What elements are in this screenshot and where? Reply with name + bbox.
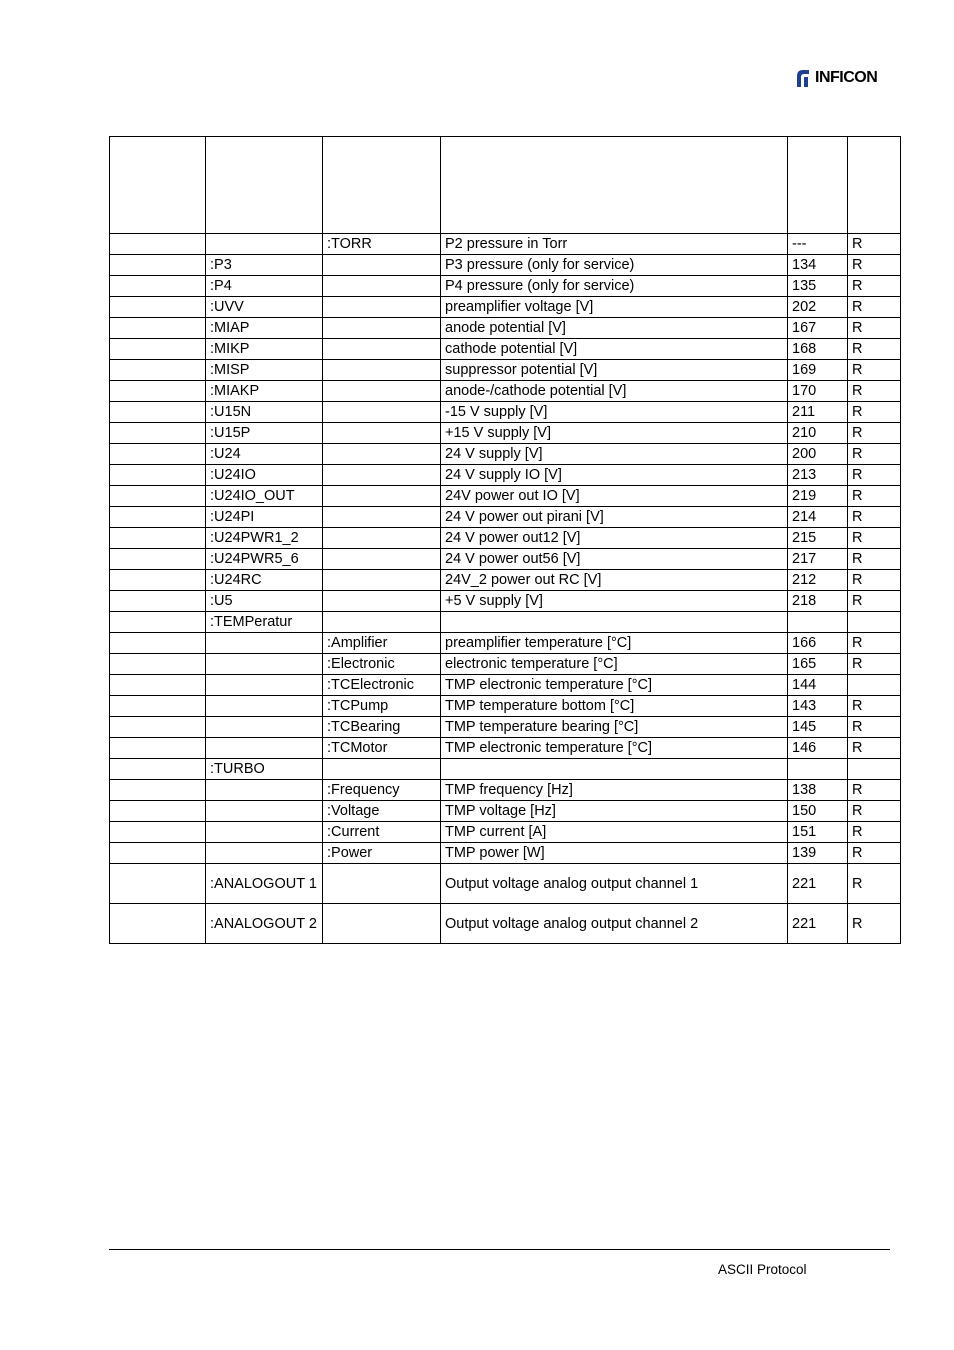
access-cell: R bbox=[848, 904, 901, 944]
access-cell: R bbox=[848, 549, 901, 570]
header-cell bbox=[110, 137, 206, 234]
access-cell: R bbox=[848, 381, 901, 402]
level2-cell: :U24IO_OUT bbox=[206, 486, 323, 507]
header-cell bbox=[788, 137, 848, 234]
level1-cell bbox=[110, 612, 206, 633]
level1-cell bbox=[110, 759, 206, 780]
access-cell: R bbox=[848, 780, 901, 801]
level2-cell: :ANALOGOUT 2 bbox=[206, 904, 323, 944]
description-cell: TMP frequency [Hz] bbox=[441, 780, 788, 801]
id-cell: 135 bbox=[788, 276, 848, 297]
id-cell: 143 bbox=[788, 696, 848, 717]
level3-cell bbox=[323, 423, 441, 444]
level1-cell bbox=[110, 528, 206, 549]
level1-cell bbox=[110, 297, 206, 318]
level1-cell bbox=[110, 444, 206, 465]
level2-cell bbox=[206, 780, 323, 801]
level3-cell: :TCPump bbox=[323, 696, 441, 717]
level1-cell bbox=[110, 591, 206, 612]
level3-cell bbox=[323, 486, 441, 507]
level1-cell bbox=[110, 381, 206, 402]
id-cell: 168 bbox=[788, 339, 848, 360]
access-cell: R bbox=[848, 318, 901, 339]
id-cell: 215 bbox=[788, 528, 848, 549]
access-cell: R bbox=[848, 255, 901, 276]
access-cell: R bbox=[848, 444, 901, 465]
level1-cell bbox=[110, 904, 206, 944]
level2-cell: :U15P bbox=[206, 423, 323, 444]
level2-cell: :U24PWR5_6 bbox=[206, 549, 323, 570]
description-cell: TMP electronic temperature [°C] bbox=[441, 675, 788, 696]
level2-cell: :P4 bbox=[206, 276, 323, 297]
level1-cell bbox=[110, 255, 206, 276]
level1-cell bbox=[110, 738, 206, 759]
level3-cell: :Frequency bbox=[323, 780, 441, 801]
access-cell: R bbox=[848, 276, 901, 297]
id-cell: 138 bbox=[788, 780, 848, 801]
table-row bbox=[110, 904, 901, 944]
access-cell bbox=[848, 612, 901, 633]
level1-cell bbox=[110, 654, 206, 675]
id-cell: 213 bbox=[788, 465, 848, 486]
id-cell bbox=[788, 612, 848, 633]
table-row bbox=[110, 465, 901, 486]
footer-title: ASCII Protocol bbox=[718, 1262, 807, 1277]
table-row bbox=[110, 549, 901, 570]
description-cell bbox=[441, 759, 788, 780]
level3-cell bbox=[323, 591, 441, 612]
level2-cell bbox=[206, 633, 323, 654]
level2-cell bbox=[206, 717, 323, 738]
id-cell: 211 bbox=[788, 402, 848, 423]
description-cell: Output voltage analog output channel 2 bbox=[441, 904, 788, 944]
level1-cell bbox=[110, 234, 206, 255]
access-cell: R bbox=[848, 297, 901, 318]
inficon-logo-icon bbox=[795, 68, 813, 88]
table-row bbox=[110, 801, 901, 822]
id-cell: 151 bbox=[788, 822, 848, 843]
level2-cell: :MIKP bbox=[206, 339, 323, 360]
level2-cell: :U24PWR1_2 bbox=[206, 528, 323, 549]
table-header-row bbox=[110, 137, 901, 234]
level1-cell bbox=[110, 675, 206, 696]
level1-cell bbox=[110, 822, 206, 843]
level2-cell bbox=[206, 822, 323, 843]
description-cell: P2 pressure in Torr bbox=[441, 234, 788, 255]
level2-cell bbox=[206, 738, 323, 759]
table-row bbox=[110, 528, 901, 549]
access-cell: R bbox=[848, 864, 901, 904]
description-cell: TMP electronic temperature [°C] bbox=[441, 738, 788, 759]
id-cell: 146 bbox=[788, 738, 848, 759]
level2-cell bbox=[206, 843, 323, 864]
inficon-logo bbox=[795, 66, 877, 90]
level2-cell: :U24PI bbox=[206, 507, 323, 528]
level1-cell bbox=[110, 276, 206, 297]
level2-cell: :MISP bbox=[206, 360, 323, 381]
level2-cell: :UVV bbox=[206, 297, 323, 318]
description-cell: TMP temperature bottom [°C] bbox=[441, 696, 788, 717]
id-cell: 145 bbox=[788, 717, 848, 738]
description-cell: P3 pressure (only for service) bbox=[441, 255, 788, 276]
level2-cell bbox=[206, 654, 323, 675]
access-cell: R bbox=[848, 717, 901, 738]
level3-cell bbox=[323, 549, 441, 570]
access-cell: R bbox=[848, 360, 901, 381]
table-row bbox=[110, 843, 901, 864]
id-cell: 169 bbox=[788, 360, 848, 381]
table-row bbox=[110, 276, 901, 297]
level3-cell bbox=[323, 402, 441, 423]
description-cell: +15 V supply [V] bbox=[441, 423, 788, 444]
id-cell: 200 bbox=[788, 444, 848, 465]
id-cell: 170 bbox=[788, 381, 848, 402]
header-cell bbox=[441, 137, 788, 234]
level3-cell: :Amplifier bbox=[323, 633, 441, 654]
table-row bbox=[110, 318, 901, 339]
level3-cell bbox=[323, 465, 441, 486]
level3-cell bbox=[323, 360, 441, 381]
logo-text: INFICON bbox=[815, 69, 878, 86]
table-row bbox=[110, 234, 901, 255]
description-cell: preamplifier voltage [V] bbox=[441, 297, 788, 318]
table-row bbox=[110, 381, 901, 402]
level1-cell bbox=[110, 570, 206, 591]
table-row bbox=[110, 633, 901, 654]
command-table bbox=[109, 136, 901, 944]
description-cell bbox=[441, 612, 788, 633]
id-cell bbox=[788, 759, 848, 780]
description-cell: TMP temperature bearing [°C] bbox=[441, 717, 788, 738]
header-cell bbox=[848, 137, 901, 234]
description-cell: 24V power out IO [V] bbox=[441, 486, 788, 507]
description-cell: anode potential [V] bbox=[441, 318, 788, 339]
level1-cell bbox=[110, 507, 206, 528]
access-cell: R bbox=[848, 654, 901, 675]
level2-cell: :MIAP bbox=[206, 318, 323, 339]
access-cell: R bbox=[848, 234, 901, 255]
access-cell: R bbox=[848, 591, 901, 612]
id-cell: 202 bbox=[788, 297, 848, 318]
level1-cell bbox=[110, 402, 206, 423]
description-cell: TMP power [W] bbox=[441, 843, 788, 864]
table-row bbox=[110, 822, 901, 843]
access-cell: R bbox=[848, 402, 901, 423]
access-cell: R bbox=[848, 528, 901, 549]
level2-cell: :U5 bbox=[206, 591, 323, 612]
level1-cell bbox=[110, 696, 206, 717]
id-cell: 210 bbox=[788, 423, 848, 444]
table-row bbox=[110, 507, 901, 528]
description-cell: suppressor potential [V] bbox=[441, 360, 788, 381]
id-cell: 217 bbox=[788, 549, 848, 570]
level2-cell: :U15N bbox=[206, 402, 323, 423]
command-table-body bbox=[110, 137, 901, 944]
level1-cell bbox=[110, 717, 206, 738]
level3-cell bbox=[323, 507, 441, 528]
description-cell: -15 V supply [V] bbox=[441, 402, 788, 423]
table-row bbox=[110, 360, 901, 381]
table-row bbox=[110, 675, 901, 696]
level1-cell bbox=[110, 423, 206, 444]
table-row bbox=[110, 423, 901, 444]
access-cell bbox=[848, 759, 901, 780]
level3-cell bbox=[323, 318, 441, 339]
level3-cell bbox=[323, 528, 441, 549]
description-cell: 24 V supply IO [V] bbox=[441, 465, 788, 486]
table-row bbox=[110, 738, 901, 759]
description-cell: 24V_2 power out RC [V] bbox=[441, 570, 788, 591]
level1-cell bbox=[110, 465, 206, 486]
level3-cell: :TCElectronic bbox=[323, 675, 441, 696]
id-cell: 214 bbox=[788, 507, 848, 528]
header-cell bbox=[323, 137, 441, 234]
level3-cell: :TCBearing bbox=[323, 717, 441, 738]
table-row bbox=[110, 759, 901, 780]
level3-cell: :Electronic bbox=[323, 654, 441, 675]
table-row bbox=[110, 570, 901, 591]
id-cell: 212 bbox=[788, 570, 848, 591]
table-row bbox=[110, 402, 901, 423]
description-cell: Output voltage analog output channel 1 bbox=[441, 864, 788, 904]
level3-cell bbox=[323, 444, 441, 465]
description-cell: TMP current [A] bbox=[441, 822, 788, 843]
description-cell: cathode potential [V] bbox=[441, 339, 788, 360]
id-cell: 219 bbox=[788, 486, 848, 507]
table-row bbox=[110, 444, 901, 465]
description-cell: TMP voltage [Hz] bbox=[441, 801, 788, 822]
level1-cell bbox=[110, 633, 206, 654]
table-row bbox=[110, 486, 901, 507]
level1-cell bbox=[110, 339, 206, 360]
level3-cell bbox=[323, 864, 441, 904]
id-cell: 221 bbox=[788, 904, 848, 944]
level2-cell: :TURBO bbox=[206, 759, 323, 780]
table-row bbox=[110, 255, 901, 276]
level2-cell bbox=[206, 801, 323, 822]
description-cell: anode-/cathode potential [V] bbox=[441, 381, 788, 402]
level2-cell: :U24RC bbox=[206, 570, 323, 591]
level3-cell: :Voltage bbox=[323, 801, 441, 822]
id-cell: 166 bbox=[788, 633, 848, 654]
access-cell: R bbox=[848, 843, 901, 864]
access-cell: R bbox=[848, 738, 901, 759]
table-row bbox=[110, 696, 901, 717]
level3-cell bbox=[323, 297, 441, 318]
table-row bbox=[110, 864, 901, 904]
level3-cell: :Power bbox=[323, 843, 441, 864]
access-cell: R bbox=[848, 801, 901, 822]
level2-cell: :ANALOGOUT 1 bbox=[206, 864, 323, 904]
level2-cell: :U24 bbox=[206, 444, 323, 465]
level2-cell bbox=[206, 234, 323, 255]
level3-cell: :Current bbox=[323, 822, 441, 843]
description-cell: P4 pressure (only for service) bbox=[441, 276, 788, 297]
level3-cell: :TORR bbox=[323, 234, 441, 255]
table-row bbox=[110, 654, 901, 675]
level1-cell bbox=[110, 780, 206, 801]
description-cell: +5 V supply [V] bbox=[441, 591, 788, 612]
access-cell bbox=[848, 675, 901, 696]
table-row bbox=[110, 339, 901, 360]
level2-cell: :P3 bbox=[206, 255, 323, 276]
level3-cell bbox=[323, 904, 441, 944]
table-row bbox=[110, 591, 901, 612]
id-cell: 221 bbox=[788, 864, 848, 904]
level1-cell bbox=[110, 486, 206, 507]
level3-cell bbox=[323, 339, 441, 360]
level2-cell: :TEMPeratur bbox=[206, 612, 323, 633]
description-cell: 24 V power out pirani [V] bbox=[441, 507, 788, 528]
table-row bbox=[110, 297, 901, 318]
access-cell: R bbox=[848, 486, 901, 507]
description-cell: 24 V supply [V] bbox=[441, 444, 788, 465]
level3-cell bbox=[323, 612, 441, 633]
level1-cell bbox=[110, 843, 206, 864]
level1-cell bbox=[110, 864, 206, 904]
access-cell: R bbox=[848, 822, 901, 843]
level3-cell bbox=[323, 381, 441, 402]
id-cell: 167 bbox=[788, 318, 848, 339]
level3-cell bbox=[323, 570, 441, 591]
table-row bbox=[110, 717, 901, 738]
level1-cell bbox=[110, 801, 206, 822]
description-cell: preamplifier temperature [°C] bbox=[441, 633, 788, 654]
access-cell: R bbox=[848, 696, 901, 717]
level1-cell bbox=[110, 360, 206, 381]
level2-cell: :U24IO bbox=[206, 465, 323, 486]
level3-cell bbox=[323, 759, 441, 780]
description-cell: 24 V power out12 [V] bbox=[441, 528, 788, 549]
footer-rule bbox=[109, 1249, 890, 1250]
level3-cell bbox=[323, 276, 441, 297]
id-cell: --- bbox=[788, 234, 848, 255]
id-cell: 150 bbox=[788, 801, 848, 822]
access-cell: R bbox=[848, 570, 901, 591]
level2-cell bbox=[206, 696, 323, 717]
id-cell: 139 bbox=[788, 843, 848, 864]
table-row bbox=[110, 780, 901, 801]
id-cell: 134 bbox=[788, 255, 848, 276]
access-cell: R bbox=[848, 339, 901, 360]
id-cell: 165 bbox=[788, 654, 848, 675]
header-cell bbox=[206, 137, 323, 234]
id-cell: 144 bbox=[788, 675, 848, 696]
level2-cell bbox=[206, 675, 323, 696]
access-cell: R bbox=[848, 465, 901, 486]
description-cell: electronic temperature [°C] bbox=[441, 654, 788, 675]
access-cell: R bbox=[848, 633, 901, 654]
level3-cell: :TCMotor bbox=[323, 738, 441, 759]
level1-cell bbox=[110, 549, 206, 570]
id-cell: 218 bbox=[788, 591, 848, 612]
level3-cell bbox=[323, 255, 441, 276]
table-row bbox=[110, 612, 901, 633]
access-cell: R bbox=[848, 507, 901, 528]
level1-cell bbox=[110, 318, 206, 339]
level2-cell: :MIAKP bbox=[206, 381, 323, 402]
description-cell: 24 V power out56 [V] bbox=[441, 549, 788, 570]
access-cell: R bbox=[848, 423, 901, 444]
